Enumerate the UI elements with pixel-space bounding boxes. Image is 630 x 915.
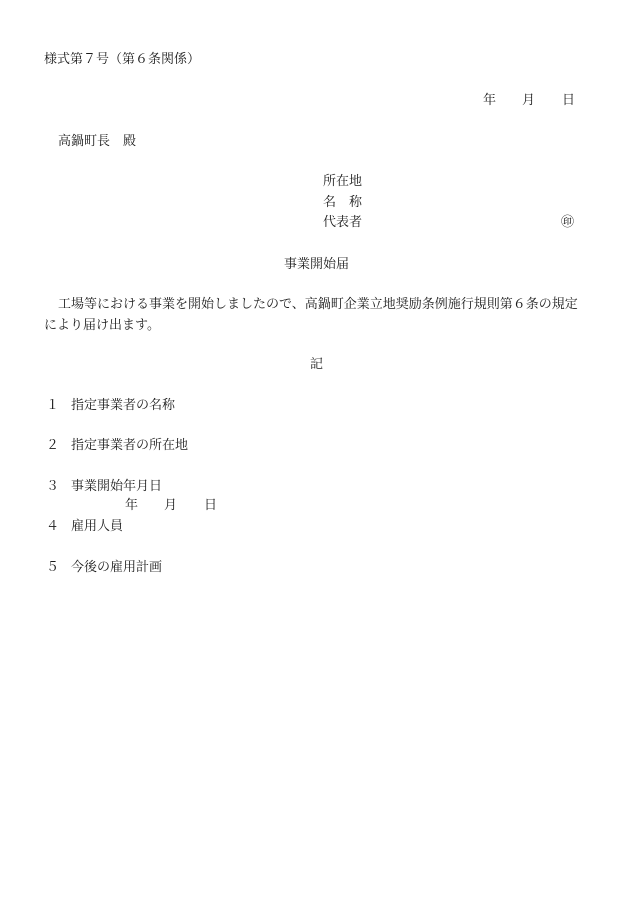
- date-day-label: 日: [562, 93, 576, 108]
- item-2-number: ２: [46, 438, 60, 453]
- start-date-year-label: 年: [125, 498, 139, 513]
- document-title: 事業開始届: [284, 257, 350, 272]
- date-year-label: 年: [483, 93, 497, 108]
- start-date-day-label: 日: [204, 498, 218, 513]
- start-date-month-label: 月: [164, 498, 178, 513]
- applicant-representative-label: 代表者: [323, 215, 363, 230]
- item-5-label: 今後の雇用計画: [71, 560, 163, 575]
- addressee: 高鍋町長 殿: [58, 134, 137, 149]
- body-text-line-2: により届け出ます。: [44, 318, 160, 333]
- ki-heading: 記: [310, 357, 324, 372]
- applicant-name-label: 名 称: [323, 195, 363, 210]
- item-4-number: ４: [46, 519, 60, 534]
- applicant-address-label: 所在地: [323, 174, 363, 189]
- item-2-label: 指定事業者の所在地: [71, 438, 189, 453]
- seal-mark: ㊞: [561, 215, 575, 230]
- item-1-label: 指定事業者の名称: [71, 398, 176, 413]
- date-month-label: 月: [522, 93, 536, 108]
- form-number-label: 様式第７号（第６条関係）: [44, 52, 201, 67]
- item-3-label: 事業開始年月日: [71, 479, 163, 494]
- item-3-number: ３: [46, 479, 60, 494]
- item-4-label: 雇用人員: [71, 519, 124, 534]
- item-5-number: ５: [46, 560, 60, 575]
- item-1-number: １: [46, 398, 60, 413]
- body-text-line-1: 工場等における事業を開始しましたので、高鍋町企業立地奨励条例施行規則第６条の規定: [58, 297, 578, 312]
